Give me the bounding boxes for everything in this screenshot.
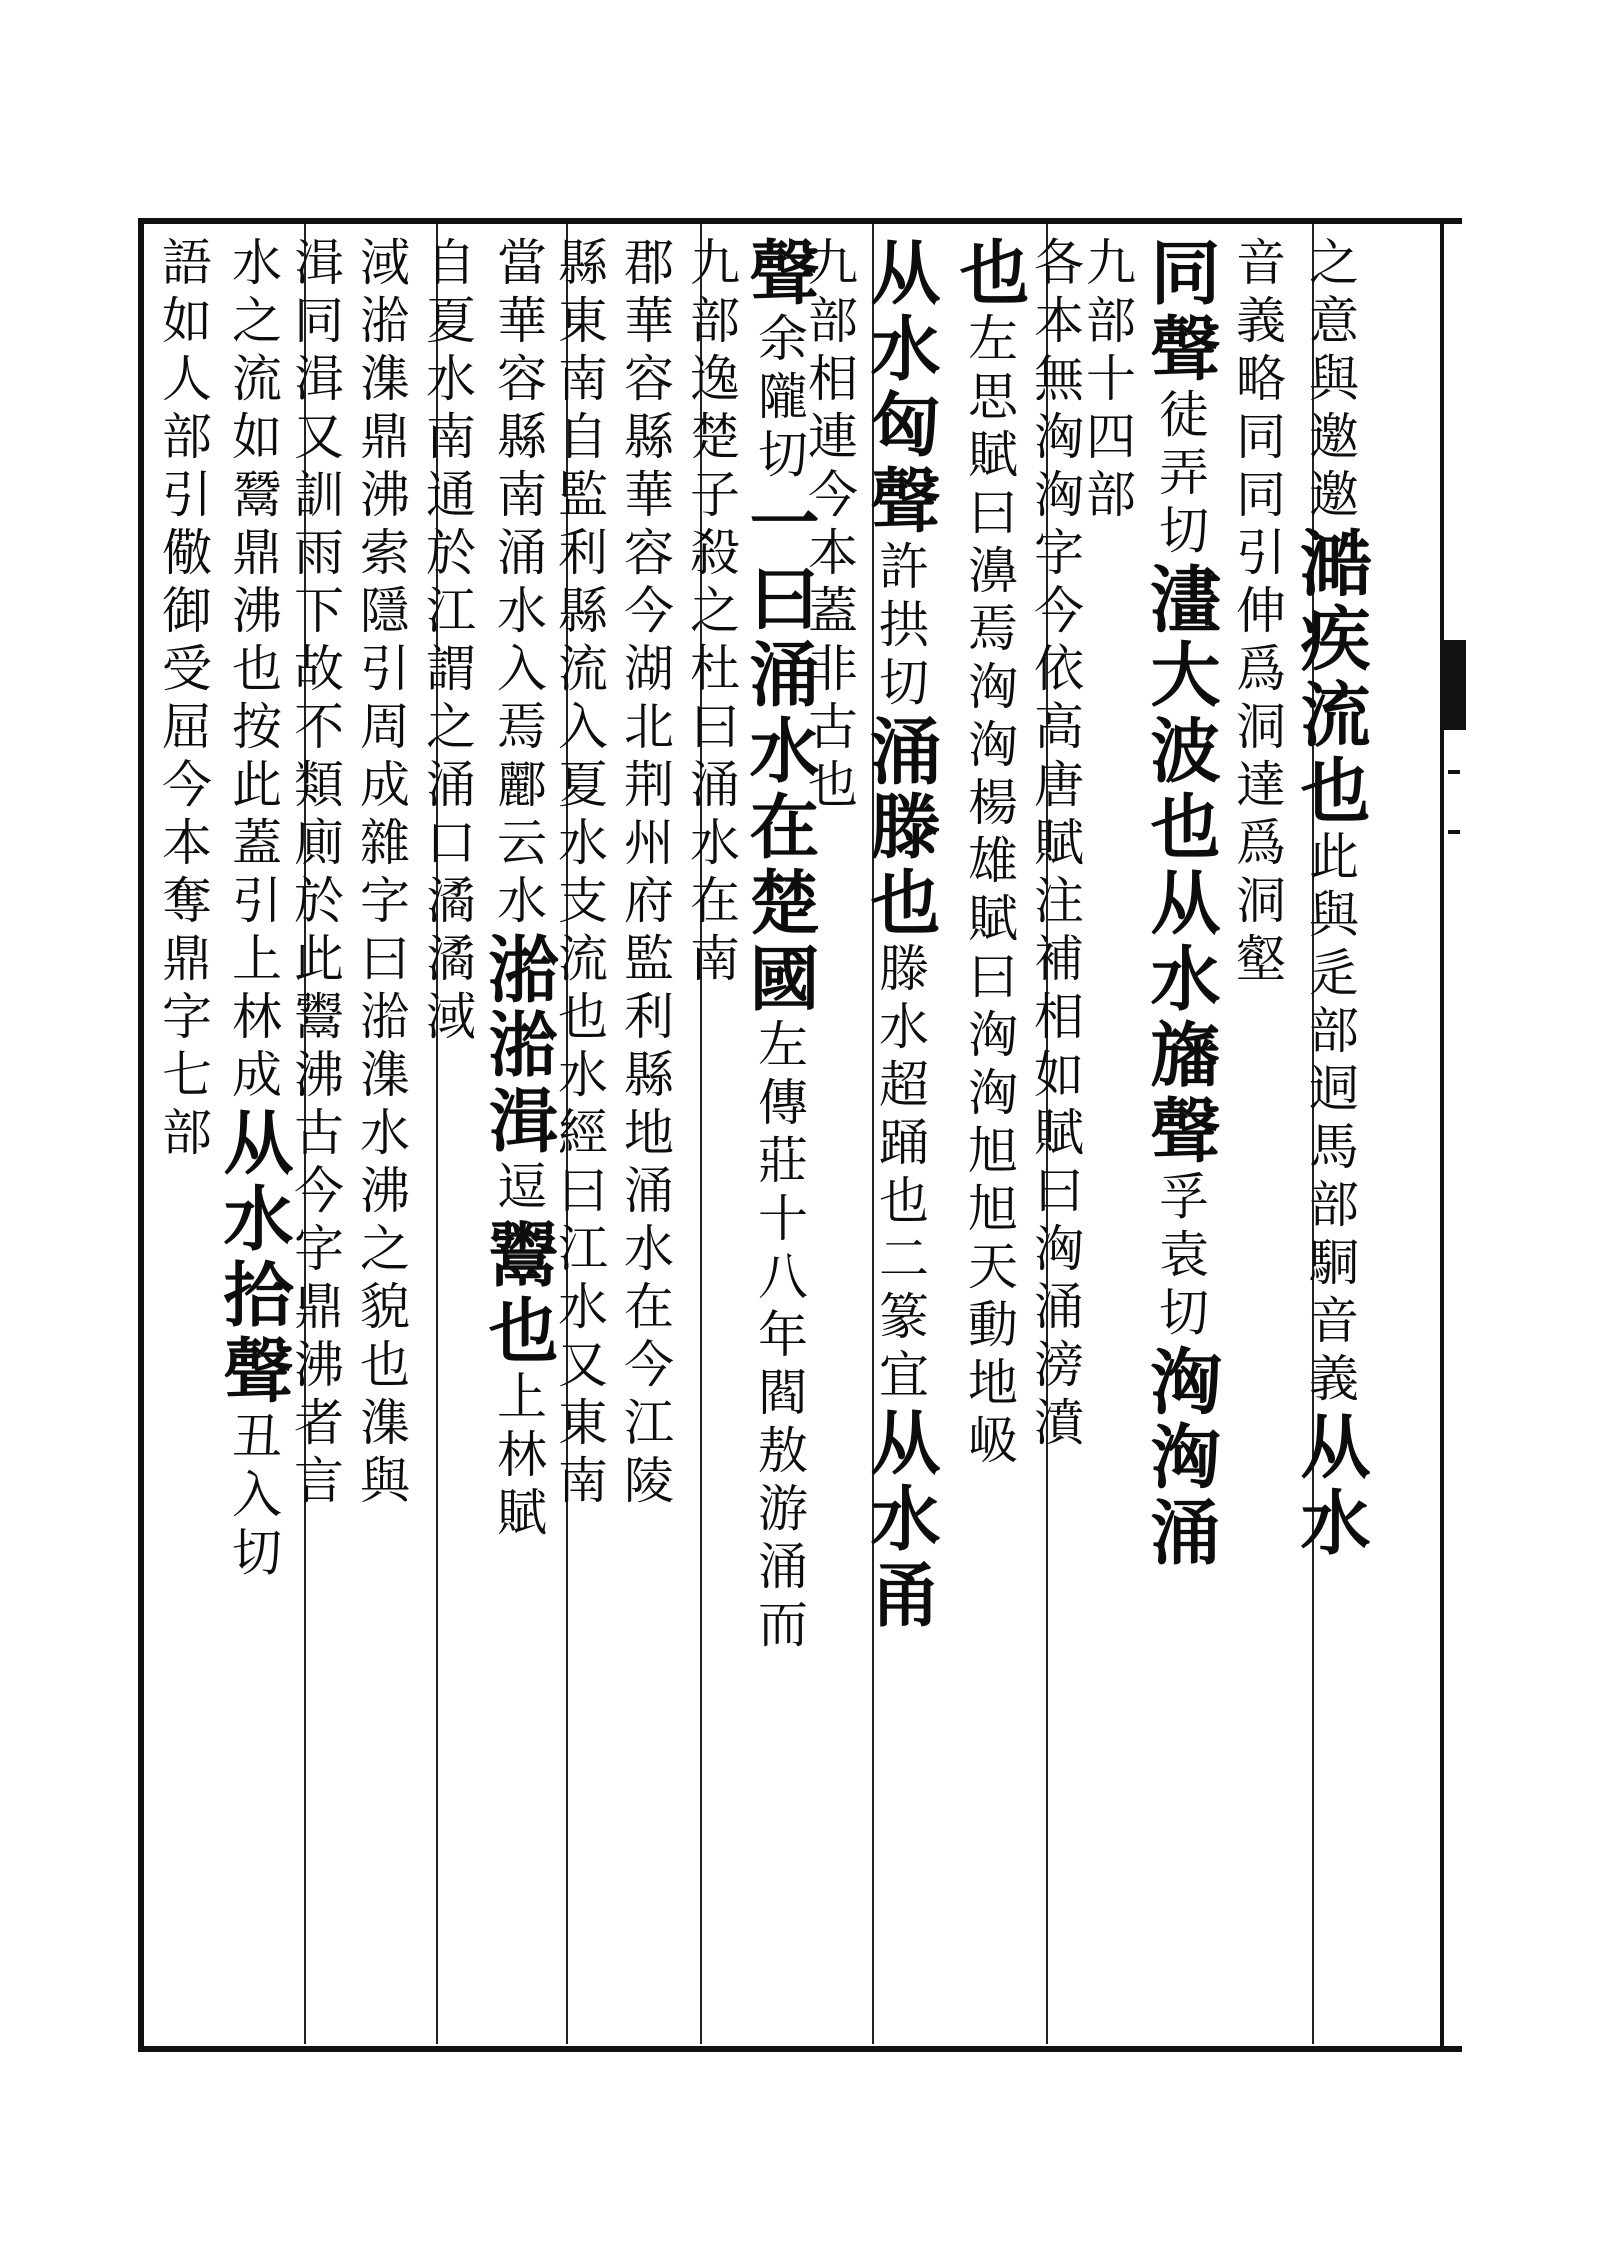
- fold-tick: [1448, 830, 1460, 834]
- text-column: [858, 236, 943, 2036]
- commentary-text: 各本無洶洶字今依高唐賦注補相如賦曰洶涌滂濆: [1026, 236, 1084, 1454]
- commentary-text: 逸楚子殺之杜曰涌水在南: [682, 352, 740, 990]
- main-text: 滕也: [859, 790, 942, 942]
- commentary-text: 九部: [1078, 236, 1136, 352]
- page-fold-edge: [1440, 218, 1466, 2052]
- seal-script-headword: 涌: [858, 714, 943, 790]
- main-text: 同聲: [1139, 236, 1222, 388]
- commentary-text: 逗: [489, 1160, 547, 1218]
- main-text: 也: [948, 236, 1031, 312]
- main-text: 疾流也: [1289, 602, 1372, 830]
- commentary-text: 徒弄切: [1151, 388, 1209, 562]
- fold-tick: [1448, 770, 1460, 774]
- text-column: [948, 236, 1031, 2036]
- text-column: [152, 236, 214, 2036]
- commentary-text: 音義略同: [1228, 236, 1286, 468]
- commentary-text: 余隴切: [750, 312, 808, 486]
- commentary-text: 左思賦曰濞焉洶洶楊雄賦曰洶洶旭旭天動地岋: [960, 312, 1018, 1472]
- main-text: 鬻也: [477, 1218, 560, 1370]
- commentary-text: 之意與邀邀: [1301, 236, 1359, 526]
- seal-script-headword: 洶: [1138, 1344, 1223, 1420]
- seal-script-headword: 㵆: [1288, 526, 1373, 602]
- text-column: [614, 236, 676, 2036]
- commentary-text: 丑入切: [224, 1410, 282, 1584]
- commentary-text: 十四部: [1078, 352, 1136, 526]
- commentary-text: 滕水超踊也二篆宜: [871, 942, 929, 1406]
- fishtail-mark: [1442, 640, 1466, 730]
- commentary-text: 潏潏淢: [418, 874, 476, 1048]
- commentary-text: 七部: [154, 1048, 212, 1164]
- seal-script-headword: 澅: [1138, 562, 1223, 638]
- commentary-text: 上林賦: [489, 1370, 547, 1544]
- main-text: 一曰涌水在楚國: [738, 486, 821, 1018]
- text-column: [350, 236, 412, 2036]
- text-column: [738, 236, 821, 2036]
- commentary-text: 淢湁潗鼎沸索隱引周成雜字曰湁潗水沸之貌也潗與: [352, 236, 410, 1512]
- text-column: [1024, 236, 1086, 2036]
- commentary-text: 水之流如鬵鼎沸也按此蓋引上林成: [224, 236, 282, 1106]
- commentary-text: 語如人部引儆御受屈今本奪鼎字: [154, 236, 212, 1048]
- main-text: 湁湒: [477, 1008, 560, 1160]
- commentary-text: 湒同湒又訓雨下故不類廁於此鬻沸古今字鼎沸者言: [286, 236, 344, 1512]
- commentary-text: 同引伸爲洞達爲洞壑: [1228, 468, 1286, 990]
- main-text: 聲: [738, 236, 821, 312]
- commentary-text: 郡華容縣華容今湖北荆州府監利縣地涌水在今江陵: [616, 236, 674, 1512]
- seal-script-headword: 湁: [476, 932, 561, 1008]
- text-column: [476, 236, 561, 2036]
- commentary-text: 相連今本蓋非古也: [800, 352, 858, 816]
- commentary-text: 縣東南自監利縣流入夏水支流也水經曰江水又東南: [550, 236, 608, 1512]
- main-text: 从水拾聲: [212, 1106, 295, 1410]
- main-text: 从水: [1289, 1410, 1372, 1562]
- commentary-text: 孚袁切: [1151, 1170, 1209, 1344]
- main-text: 从水甬: [859, 1406, 942, 1634]
- commentary-text: 此與辵部迵馬部駧音義: [1301, 830, 1359, 1410]
- text-column: [680, 236, 742, 2036]
- commentary-text: 許拱切: [871, 540, 929, 714]
- commentary-text: 九部: [800, 236, 858, 352]
- main-text: 洶涌: [1139, 1420, 1222, 1572]
- text-column: [1138, 236, 1223, 2036]
- commentary-text: 自夏水南通於江謂之涌口: [418, 236, 476, 874]
- commentary-text: 當華容縣南涌水入焉酈云水: [489, 236, 547, 932]
- commentary-text: 九部: [682, 236, 740, 352]
- text-column: [1226, 236, 1288, 2036]
- text-column: [416, 236, 478, 2036]
- text-column: [1288, 236, 1373, 2036]
- commentary-text: 左傳莊十八年閻敖游涌而: [750, 1018, 808, 1656]
- main-text: 从水匈聲: [859, 236, 942, 540]
- text-column: [212, 236, 295, 2036]
- main-text: 大波也从水旛聲: [1139, 638, 1222, 1170]
